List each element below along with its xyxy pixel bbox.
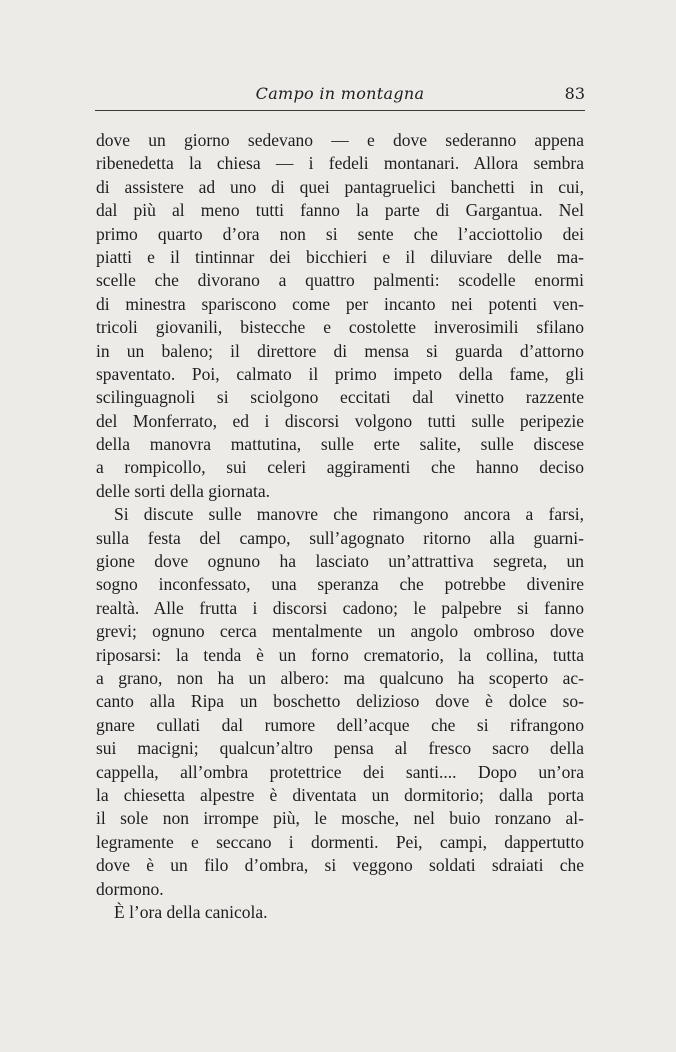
text-line: Si discute sulle manovre che rimangono ancora a farsi,	[114, 504, 584, 525]
text-line: piatti e il tintinnar dei bicchieri e il diluviare delle ma-	[96, 246, 584, 267]
text-line: grevi; ognuno cerca mentalmente un angolo ombroso dove	[96, 621, 584, 642]
text-line: spaventato. Poi, calmato il primo impeto della fame, gli	[96, 363, 584, 384]
page-number: 83	[564, 84, 585, 103]
text-line: dove è un filo d’ombra, si veggono soldati sdraiati che	[96, 855, 584, 876]
header-rule	[95, 110, 585, 111]
text-line: della manovra mattutina, sulle erte salite, sulle discese	[96, 434, 584, 455]
running-title: Campo in montagna	[255, 84, 425, 103]
text-line: sulla festa del campo, sull’agognato ritorno alla guarni-	[96, 527, 584, 548]
text-line: gione dove ognuno ha lasciato un’attrattiva segreta, un	[96, 551, 584, 572]
text-line: primo quarto d’ora non si sente che l’acciottolio dei	[96, 223, 584, 244]
text-line: cappella, all’ombra protettrice dei santi.... Dopo un’ora	[96, 761, 584, 782]
text-line: delle sorti della giornata.	[96, 480, 270, 501]
text-line: dove un giorno sedevano — e dove sederanno appena	[96, 130, 584, 150]
text-line: È l’ora della canicola.	[114, 901, 268, 922]
body-text	[96, 129, 584, 924]
text-line: gnare cullati dal rumore dell’acque che si rifrangono	[96, 714, 584, 735]
text-line: scelle che divorano a quattro palmenti: scodelle enormi	[96, 270, 584, 291]
text-line: in un baleno; il direttore di mensa si guarda d’attorno	[96, 340, 584, 361]
text-line: sogno inconfessato, una speranza che potrebbe divenire	[96, 574, 584, 595]
text-line: legramente e seccano i dormenti. Pei, campi, dappertutto	[96, 831, 584, 852]
text-line: di minestra spariscono come per incanto nei potenti ven-	[96, 293, 584, 314]
text-line: tricoli giovanili, bistecche e costolette inverosimili sfilano	[96, 317, 584, 338]
text-line: dal più al meno tutti fanno la parte di Gargantua. Nel	[96, 200, 584, 221]
text-line: sui macigni; qualcun’altro pensa al fresco sacro della	[96, 738, 584, 759]
text-line: riposarsi: la tenda è un forno crematorio, la collina, tutta	[96, 644, 584, 665]
text-line: dormono.	[96, 878, 164, 899]
text-line: ribenedetta la chiesa — i fedeli montanari. Allora sembra	[96, 153, 584, 174]
text-line: di assistere ad uno di quei pantagruelici banchetti in cui,	[96, 176, 584, 197]
text-line: del Monferrato, ed i discorsi volgono tutti sulle peripezie	[96, 410, 584, 431]
page-header	[95, 84, 585, 108]
text-line: il sole non irrompe più, le mosche, nel buio ronzano al-	[96, 808, 584, 829]
text-line: canto alla Ripa un boschetto delizioso dove è dolce so-	[96, 691, 584, 712]
text-line: a grano, non ha un albero: ma qualcuno ha scoperto ac-	[96, 667, 584, 688]
text-line: la chiesetta alpestre è diventata un dormitorio; dalla porta	[96, 784, 584, 805]
text-line: realtà. Alle frutta i discorsi cadono; le palpebre si fanno	[96, 597, 584, 618]
text-line: a rompicollo, sui celeri aggiramenti che hanno deciso	[96, 457, 584, 478]
text-line: scilinguagnoli si sciolgono eccitati dal vinetto razzente	[96, 387, 584, 408]
